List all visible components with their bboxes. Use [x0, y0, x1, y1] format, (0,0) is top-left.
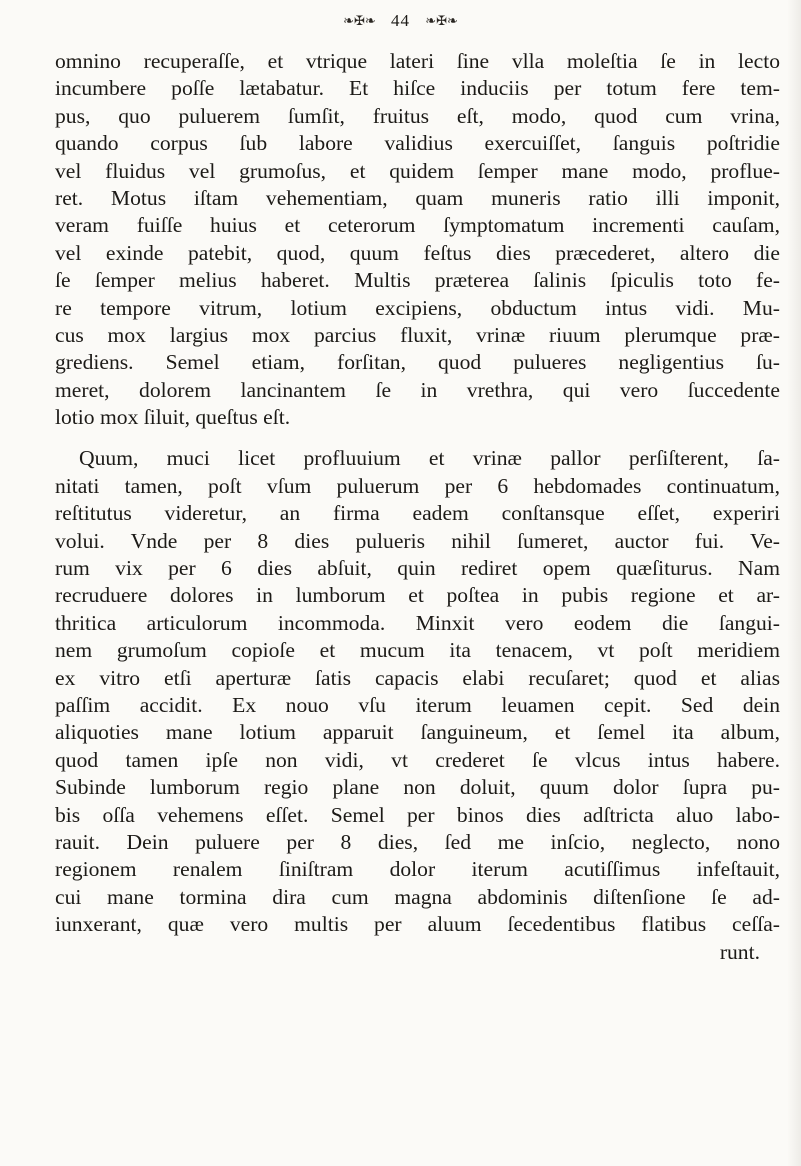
text-line: meret, dolorem lancinantem ſe in vrethra, qui vero ſuccedente	[55, 377, 780, 402]
text-line: runt.	[719, 939, 760, 964]
ornament-left-icon: ❧✠❧	[343, 13, 376, 29]
text-line: bis oſſa vehemens eſſet. Semel per binos dies adſtricta aluo labo-	[55, 802, 780, 827]
text-line: incumbere poſſe lætabatur. Et hiſce induciis per totum fere tem-	[55, 76, 780, 101]
text-line: nem grumoſum copioſe et mucum ita tenacem, vt poſt meridiem	[55, 638, 780, 663]
text-line: re tempore vitrum, lotium excipiens, obductum intus vidi. Mu-	[55, 295, 780, 320]
text-line: ret. Motus iſtam vehementiam, quam muneris ratio illi imponit,	[55, 185, 780, 210]
text-line: quod tamen ipſe non vidi, vt crederet ſe vlcus intus habere.	[55, 747, 780, 772]
text-line: nitati tamen, poſt vſum puluerum per 6 hebdomades continuatum,	[55, 473, 780, 498]
text-line: iunxerant, quæ vero multis per aluum ſecedentibus flatibus ceſſa-	[55, 912, 780, 937]
text-line: paſſim accidit. Ex nouo vſu iterum leuamen cepit. Sed dein	[55, 692, 780, 717]
page-edge-shadow	[787, 0, 801, 1166]
text-line: rum vix per 6 dies abſuit, quin rediret opem quæſiturus. Nam	[55, 556, 780, 581]
text-line: cui mane tormina dira cum magna abdominis diſtenſione ſe ad-	[55, 884, 780, 909]
text-line: veram fuiſſe huius et ceterorum ſymptomatum incrementi cauſam,	[55, 213, 780, 238]
text-line: lotio mox ſiluit, queſtus eſt.	[55, 405, 291, 430]
text-line: aliquoties mane lotium apparuit ſanguineum, et ſemel ita album,	[55, 720, 780, 745]
text-line: reſtitutus videretur, an firma eadem conſtansque eſſet, experiri	[55, 501, 780, 526]
text-line: pus, quo puluerem ſumſit, fruitus eſt, modo, quod cum vrina,	[55, 103, 780, 128]
text-line: rauit. Dein puluere per 8 dies, ſed me inſcio, neglecto, nono	[55, 829, 780, 854]
text-line: volui. Vnde per 8 dies pulueris nihil ſumeret, auctor fui. Ve-	[55, 528, 780, 553]
text-line: ex vitro etſi aperturæ ſatis capacis elabi recuſaret; quod et alias	[55, 665, 780, 690]
page-number: 44	[391, 11, 410, 31]
text-line: quando corpus ſub labore validius exercuiſſet, ſanguis poſtridie	[55, 131, 780, 156]
text-line: vel fluidus vel grumoſus, et quidem ſemper mane modo, proflue-	[55, 158, 780, 183]
text-line: cus mox largius mox parcius fluxit, vrinæ riuum plerumque præ-	[55, 322, 780, 347]
text-line: thritica articulorum incommoda. Minxit vero eodem die ſangui-	[55, 610, 780, 635]
text-line: regionem renalem ſiniſtram dolor iterum acutiſſimus infeſtauit,	[55, 857, 780, 882]
text-line: recruduere dolores in lumborum et poſtea in pubis regione et ar-	[55, 583, 780, 608]
ornament-right-icon: ❧✠❧	[425, 13, 458, 29]
text-line: omnino recuperaſſe, et vtrique lateri ſine vlla moleſtia ſe in lecto	[55, 49, 780, 73]
text-line: vel exinde patebit, quod, quum feſtus dies præcederet, altero die	[55, 240, 780, 265]
body-text	[55, 48, 780, 966]
paragraph-2	[55, 445, 780, 965]
page-header	[0, 10, 801, 31]
text-line: ſe ſemper melius haberet. Multis præterea ſalinis ſpiculis toto fe-	[55, 268, 780, 293]
text-line: grediens. Semel etiam, forſitan, quod pulueres negligentius ſu-	[55, 350, 780, 375]
text-line: Subinde lumborum regio plane non doluit, quum dolor ſupra pu-	[55, 775, 780, 800]
paragraph-1	[55, 48, 780, 431]
text-line: Quum, muci licet profluuium et vrinæ pallor perſiſterent, ſa-	[79, 446, 780, 471]
